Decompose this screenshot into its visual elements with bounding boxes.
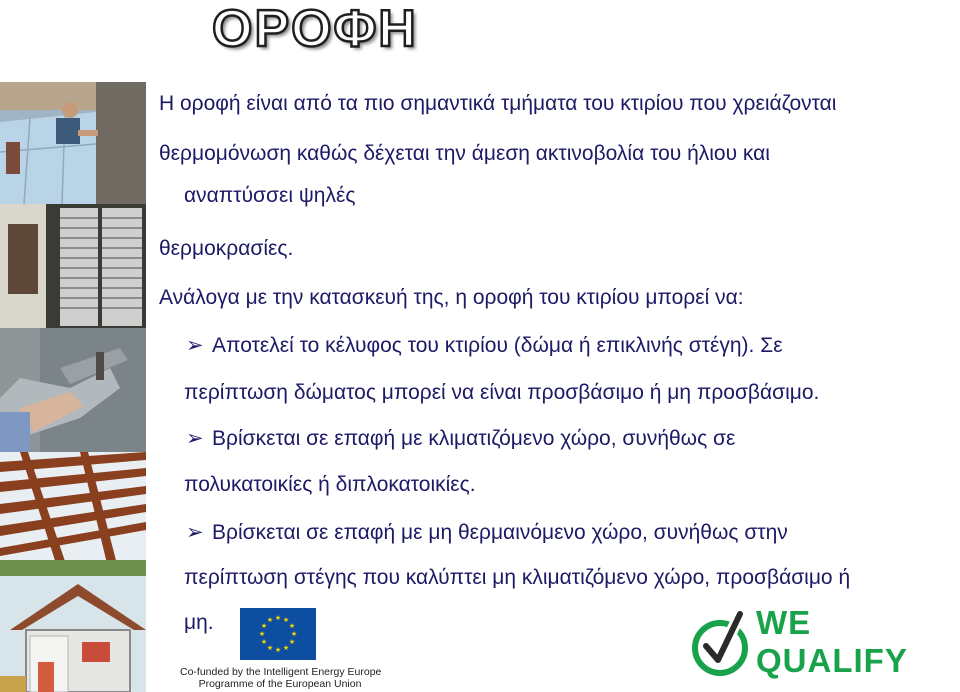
- svg-text:★: ★: [266, 644, 274, 652]
- svg-text:★: ★: [282, 616, 290, 624]
- svg-text:★: ★: [288, 622, 296, 630]
- intro-line-1: Η οροφή είναι από τα πιο σημαντικά τμήματα του κτιρίου που χρειάζονται: [159, 92, 837, 115]
- logo-word-qualify: QUALIFY: [756, 642, 908, 679]
- slide-title: ΟΡΟΦΗ: [212, 0, 418, 58]
- bullet-3-line-3: μη.: [184, 611, 214, 634]
- svg-text:★: ★: [282, 644, 290, 652]
- svg-text:★: ★: [274, 614, 282, 622]
- svg-text:★: ★: [290, 630, 298, 638]
- eu-cofunded-line-2: Programme of the European Union: [198, 678, 362, 690]
- bullet-3-line-2: περίπτωση στέγης που καλύπτει μη κλιματιζόμενο χώρο, προσβάσιμο ή: [184, 566, 851, 589]
- intro-line-4: θερμοκρασίες.: [159, 237, 294, 260]
- bullet-arrow-icon: ➢: [186, 427, 204, 450]
- svg-text:★: ★: [258, 630, 266, 638]
- svg-text:★: ★: [266, 616, 274, 624]
- logo-word-we: WE: [756, 604, 812, 641]
- intro-line-3: αναπτύσσει ψηλές: [184, 184, 356, 207]
- we-qualify-check-icon: [690, 604, 754, 680]
- eu-flag-icon: [240, 608, 316, 660]
- window-shutters-photo: [0, 204, 146, 328]
- bullet-1-line-2: περίπτωση δώματος μπορεί να είναι προσβάσιμο ή μη προσβάσιμο.: [184, 381, 820, 404]
- pergola-photo: [0, 452, 146, 576]
- bullet-arrow-icon: ➢: [186, 334, 204, 357]
- eu-cofunded-line-1: Co-funded by the Intelligent Energy Europe: [180, 666, 382, 678]
- bullet-3-line-1: Βρίσκεται σε επαφή με μη θερμαινόμενο χώρο, συνήθως στην: [212, 521, 788, 544]
- house-section-photo: [0, 576, 146, 692]
- svg-text:★: ★: [288, 638, 296, 646]
- bullet-1-line-1: Αποτελεί το κέλυφος του κτιρίου (δώμα ή επικλινής στέγη). Σε: [212, 334, 783, 357]
- bullet-2-line-1: Βρίσκεται σε επαφή με κλιματιζόμενο χώρο, συνήθως σε: [212, 427, 736, 450]
- intro-line-2: θερμομόνωση καθώς δέχεται την άμεση ακτινοβολία του ήλιου και: [159, 142, 770, 165]
- intro-line-5: Ανάλογα με την κατασκευή της, η οροφή του κτιρίου μπορεί να:: [159, 286, 744, 309]
- svg-text:★: ★: [260, 622, 268, 630]
- svg-text:★: ★: [260, 638, 268, 646]
- bullet-2-line-2: πολυκατοικίες ή διπλοκατοικίες.: [184, 473, 476, 496]
- plastering-photo: [0, 328, 146, 452]
- bullet-arrow-icon: ➢: [186, 521, 204, 544]
- svg-text:★: ★: [274, 646, 282, 654]
- roof-insulation-photo: [0, 82, 146, 204]
